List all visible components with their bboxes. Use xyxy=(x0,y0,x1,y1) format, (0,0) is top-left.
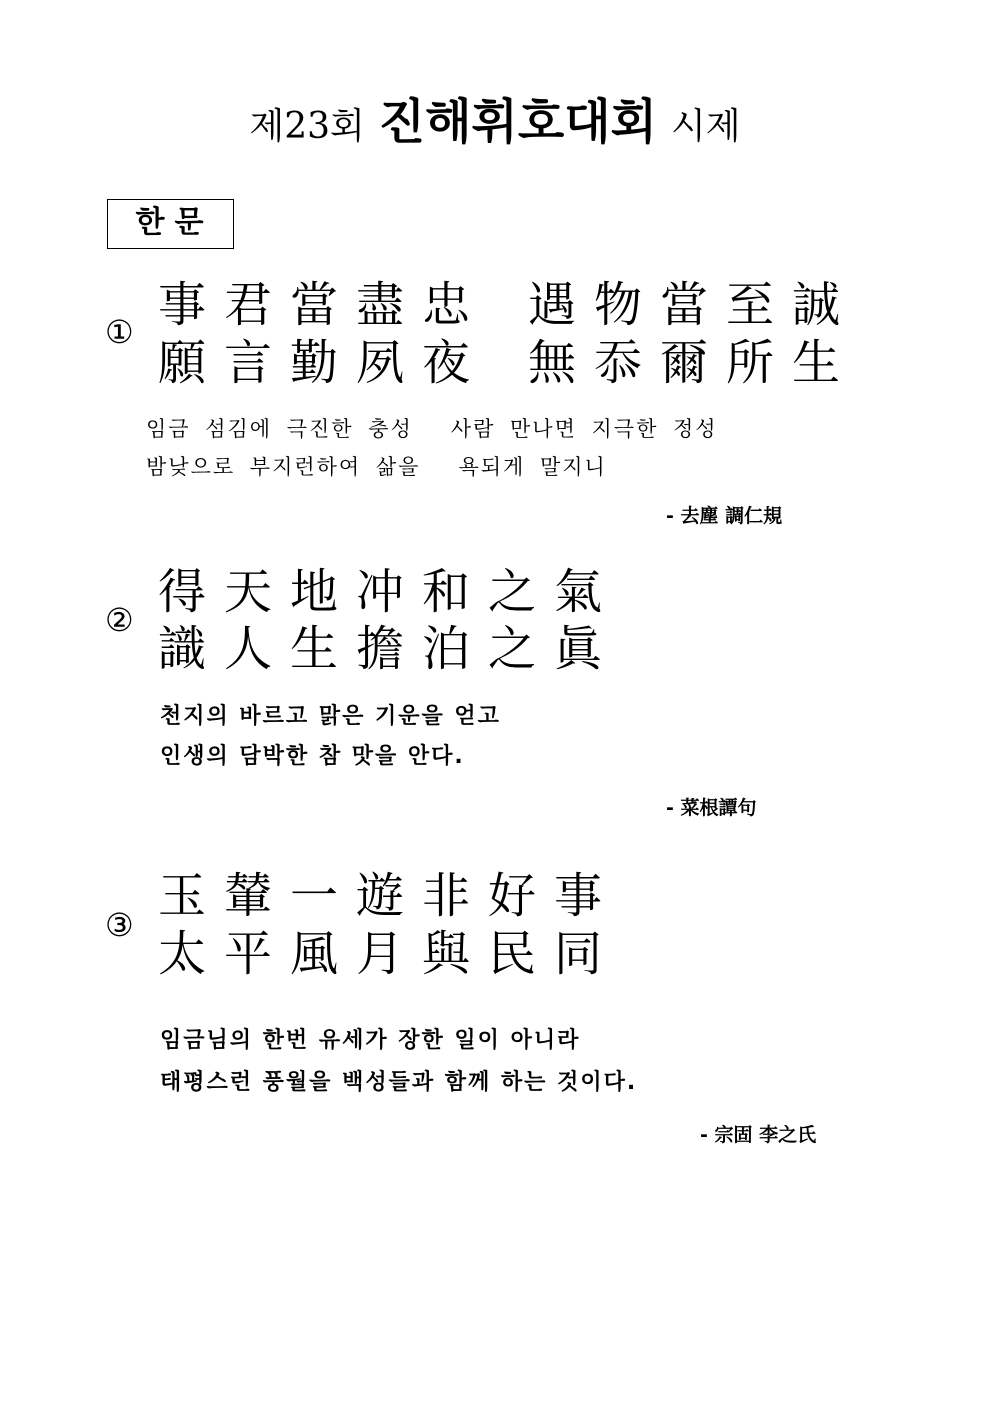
title-suffix: 시제 xyxy=(671,106,741,147)
section-label: 한문 xyxy=(107,199,234,249)
hanja-verse: 無忝爾所生 xyxy=(528,335,859,391)
translation-line xyxy=(146,448,607,486)
item-number: ③ xyxy=(105,906,134,944)
translation-text: 욕되게 말지니 xyxy=(458,455,607,479)
translation-line: 태평스런 풍월을 백성들과 함께 하는 것이다. xyxy=(160,1070,638,1095)
translation-text: 임금 섬김에 극진한 충성 xyxy=(146,417,413,441)
source-citation: - 宗固 李之氏 xyxy=(700,1124,817,1146)
translation-line xyxy=(146,410,718,448)
page-title xyxy=(0,92,990,163)
hanja-verse: 願言勤夙夜 xyxy=(158,335,489,391)
title-main: 진해휘호대회 xyxy=(378,94,658,150)
translation-text: 사람 만나면 지극한 정성 xyxy=(450,417,718,441)
hanja-line xyxy=(158,334,858,392)
title-prefix: 제23회 xyxy=(249,106,365,147)
hanja-line xyxy=(158,276,858,334)
hanja-line: 識人生擔泊之眞 xyxy=(158,621,621,677)
item-number: ① xyxy=(105,313,134,351)
source-citation: - 去塵 調仁規 xyxy=(666,505,783,527)
item-number: ② xyxy=(105,601,134,639)
translation-text: 밤낮으로 부지런하여 삶을 xyxy=(146,455,421,479)
hanja-line: 玉輦一遊非好事 xyxy=(158,868,621,924)
hanja-line: 得天地冲和之氣 xyxy=(158,564,621,620)
hanja-verse: 遇物當至誠 xyxy=(528,277,859,333)
translation-line: 천지의 바르고 맑은 기운을 얻고 xyxy=(160,704,501,729)
hanja-verse: 事君當盡忠 xyxy=(158,277,489,333)
translation-line: 인생의 담박한 참 맛을 안다. xyxy=(160,744,465,769)
translation-line: 임금님의 한번 유세가 장한 일이 아니라 xyxy=(160,1028,581,1053)
source-citation: - 菜根譚句 xyxy=(666,797,757,819)
hanja-line: 太平風月與民同 xyxy=(158,926,621,982)
